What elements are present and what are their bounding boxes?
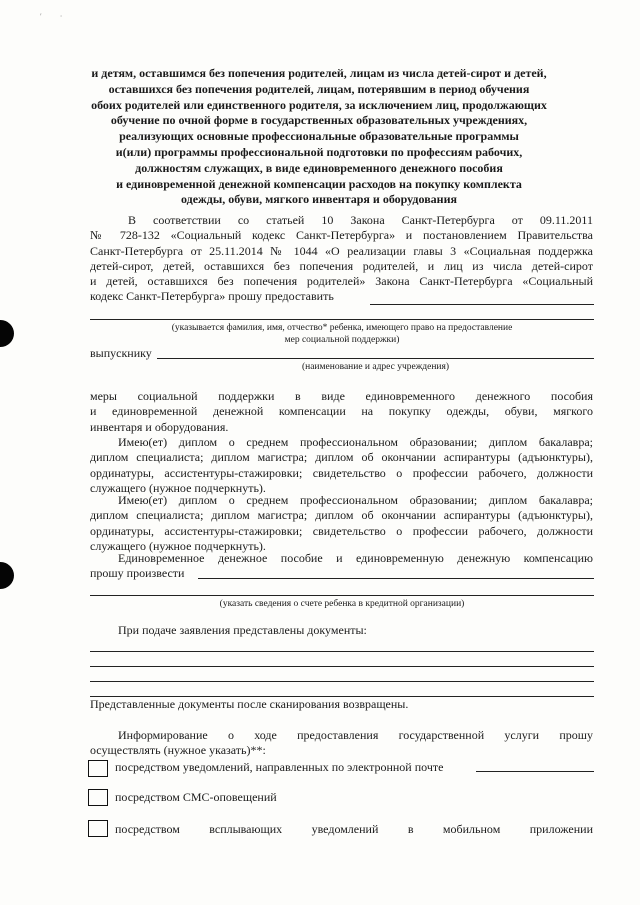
diploma-line: служащего (нужное подчеркнуть).	[90, 480, 266, 495]
heading-line: обучение по очной форме в государственных образовательных учреждениях,	[110, 113, 528, 128]
intro-line: № 728-132 «Социальный кодекс Санкт-Петербурга» и постановлением Правительства	[90, 228, 593, 243]
mobile-app-checkbox[interactable]	[88, 820, 108, 837]
hint-line: мер социальной поддержки)	[284, 335, 400, 345]
diploma-line: ординатуры, ассистентуры-стажировки; свидетельство о профессии рабочего, должности	[90, 523, 593, 538]
heading-line: должностям служащих, в виде единовременного денежного пособия	[135, 160, 503, 175]
intro-paragraph	[90, 213, 593, 305]
heading-line: реализующих основные профессиональные образовательные программы	[119, 129, 519, 144]
heading-line: и детям, оставшимся без попечения родителей, лицам из числа детей-сирот и детей,	[91, 66, 547, 80]
measures-line: инвентаря и оборудования.	[90, 419, 229, 434]
diploma-line: ординатуры, ассистентуры-стажировки; свидетельство о профессии рабочего, должности	[90, 465, 593, 480]
documents-returned-note: Представленные документы после сканирования возвращены.	[90, 697, 409, 711]
heading-line: оставшихся без попечения родителей, лицам, потерявшим в период обучения	[108, 81, 530, 96]
institution-field[interactable]	[157, 358, 594, 359]
heading-line: и(или) программы профессиональной подготовки по профессиям рабочих,	[115, 144, 523, 159]
payment-line: Единовременное денежное пособие и единовременную денежную компенсацию	[118, 551, 593, 565]
punch-hole-bottom	[0, 562, 14, 589]
diploma-line: диплом специалиста; диплом магистра; диплом об окончании аспирантуры (адъюнктуры),	[90, 508, 593, 523]
diploma-line: Имею(ет) диплом о среднем профессиональном образовании; диплом бакалавра;	[118, 435, 593, 449]
child-name-field-continued[interactable]	[90, 319, 594, 320]
email-checkbox[interactable]	[88, 760, 108, 777]
heading-line: обоих родителей или единственного родителя, за исключением лиц, продолжающих	[91, 97, 547, 112]
documents-line-1[interactable]	[90, 651, 594, 652]
bank-account-hint: (указать сведения о счете ребенка в кредитной организации)	[219, 599, 465, 609]
child-name-field[interactable]	[370, 304, 594, 305]
bank-account-field-continued[interactable]	[90, 595, 594, 596]
sms-checkbox[interactable]	[88, 789, 108, 806]
measures-line: меры социальной поддержки в виде единовременного денежного пособия	[90, 389, 593, 403]
inform-line: Информирование о ходе предоставления государственной услуги прошу	[118, 728, 593, 742]
payment-paragraph	[90, 551, 593, 582]
measures-line: и единовременной денежной компенсации на покупку одежды, обуви, мягкого	[90, 404, 593, 419]
intro-line: и детей, оставшихся без попечения родителей» Закона Санкт-Петербурга «Социальный	[90, 274, 593, 289]
documents-label: При подаче заявления представлены документы:	[118, 623, 367, 637]
diploma-paragraph-2	[90, 493, 593, 554]
measures-paragraph	[90, 389, 593, 435]
inform-line: осуществлять (нужное указать)**:	[90, 743, 266, 758]
documents-line-2[interactable]	[90, 666, 594, 667]
heading-line: одежды, обуви, мягкого инвентаря и оборудования	[181, 192, 457, 207]
document-heading	[90, 66, 548, 208]
email-option-label: посредством уведомлений, направленных по электронной почте	[115, 760, 444, 774]
inform-paragraph	[90, 728, 593, 759]
email-address-field[interactable]	[476, 771, 594, 772]
institution-hint: (наименование и адрес учреждения)	[301, 362, 450, 372]
diploma-line: диплом специалиста; диплом магистра; диплом об окончании аспирантуры (адъюнктуры),	[90, 450, 593, 465]
diploma-line: Имею(ет) диплом о среднем профессиональном образовании; диплом бакалавра;	[118, 493, 593, 507]
punch-hole-top	[0, 320, 14, 347]
sms-option-label: посредством СМС-оповещений	[115, 790, 277, 804]
heading-line: и единовременной денежной компенсации расходов на покупку комплекта	[116, 176, 522, 191]
intro-line: В соответствии со статьей 10 Закона Санкт-Петербурга от 09.11.2011	[128, 213, 593, 227]
payment-line: прошу произвести	[90, 566, 185, 581]
mobile-app-option-label: посредством всплывающих уведомлений в мобильном приложении	[115, 822, 593, 836]
diploma-line: служащего (нужное подчеркнуть).	[90, 538, 266, 553]
intro-line: детей-сирот, детей, оставшихся без попечения родителей, и лиц из числа детей-сирот	[90, 258, 593, 273]
child-name-hint	[90, 322, 594, 346]
bank-account-field[interactable]	[198, 578, 594, 579]
intro-line: Санкт-Петербурга от 25.11.2014 № 1044 «О реализации главы 3 «Социальная поддержка	[90, 243, 593, 258]
graduate-label: выпускнику	[90, 346, 152, 360]
intro-line: кодекс Санкт-Петербурга» прошу предоставить	[90, 289, 334, 304]
scan-specks: ′ ·	[40, 12, 71, 21]
hint-line: (указывается фамилия, имя, отчество* ребенка, имеющего право на предоставление	[171, 323, 513, 333]
diploma-paragraph-1	[90, 435, 593, 496]
documents-line-3[interactable]	[90, 681, 594, 682]
